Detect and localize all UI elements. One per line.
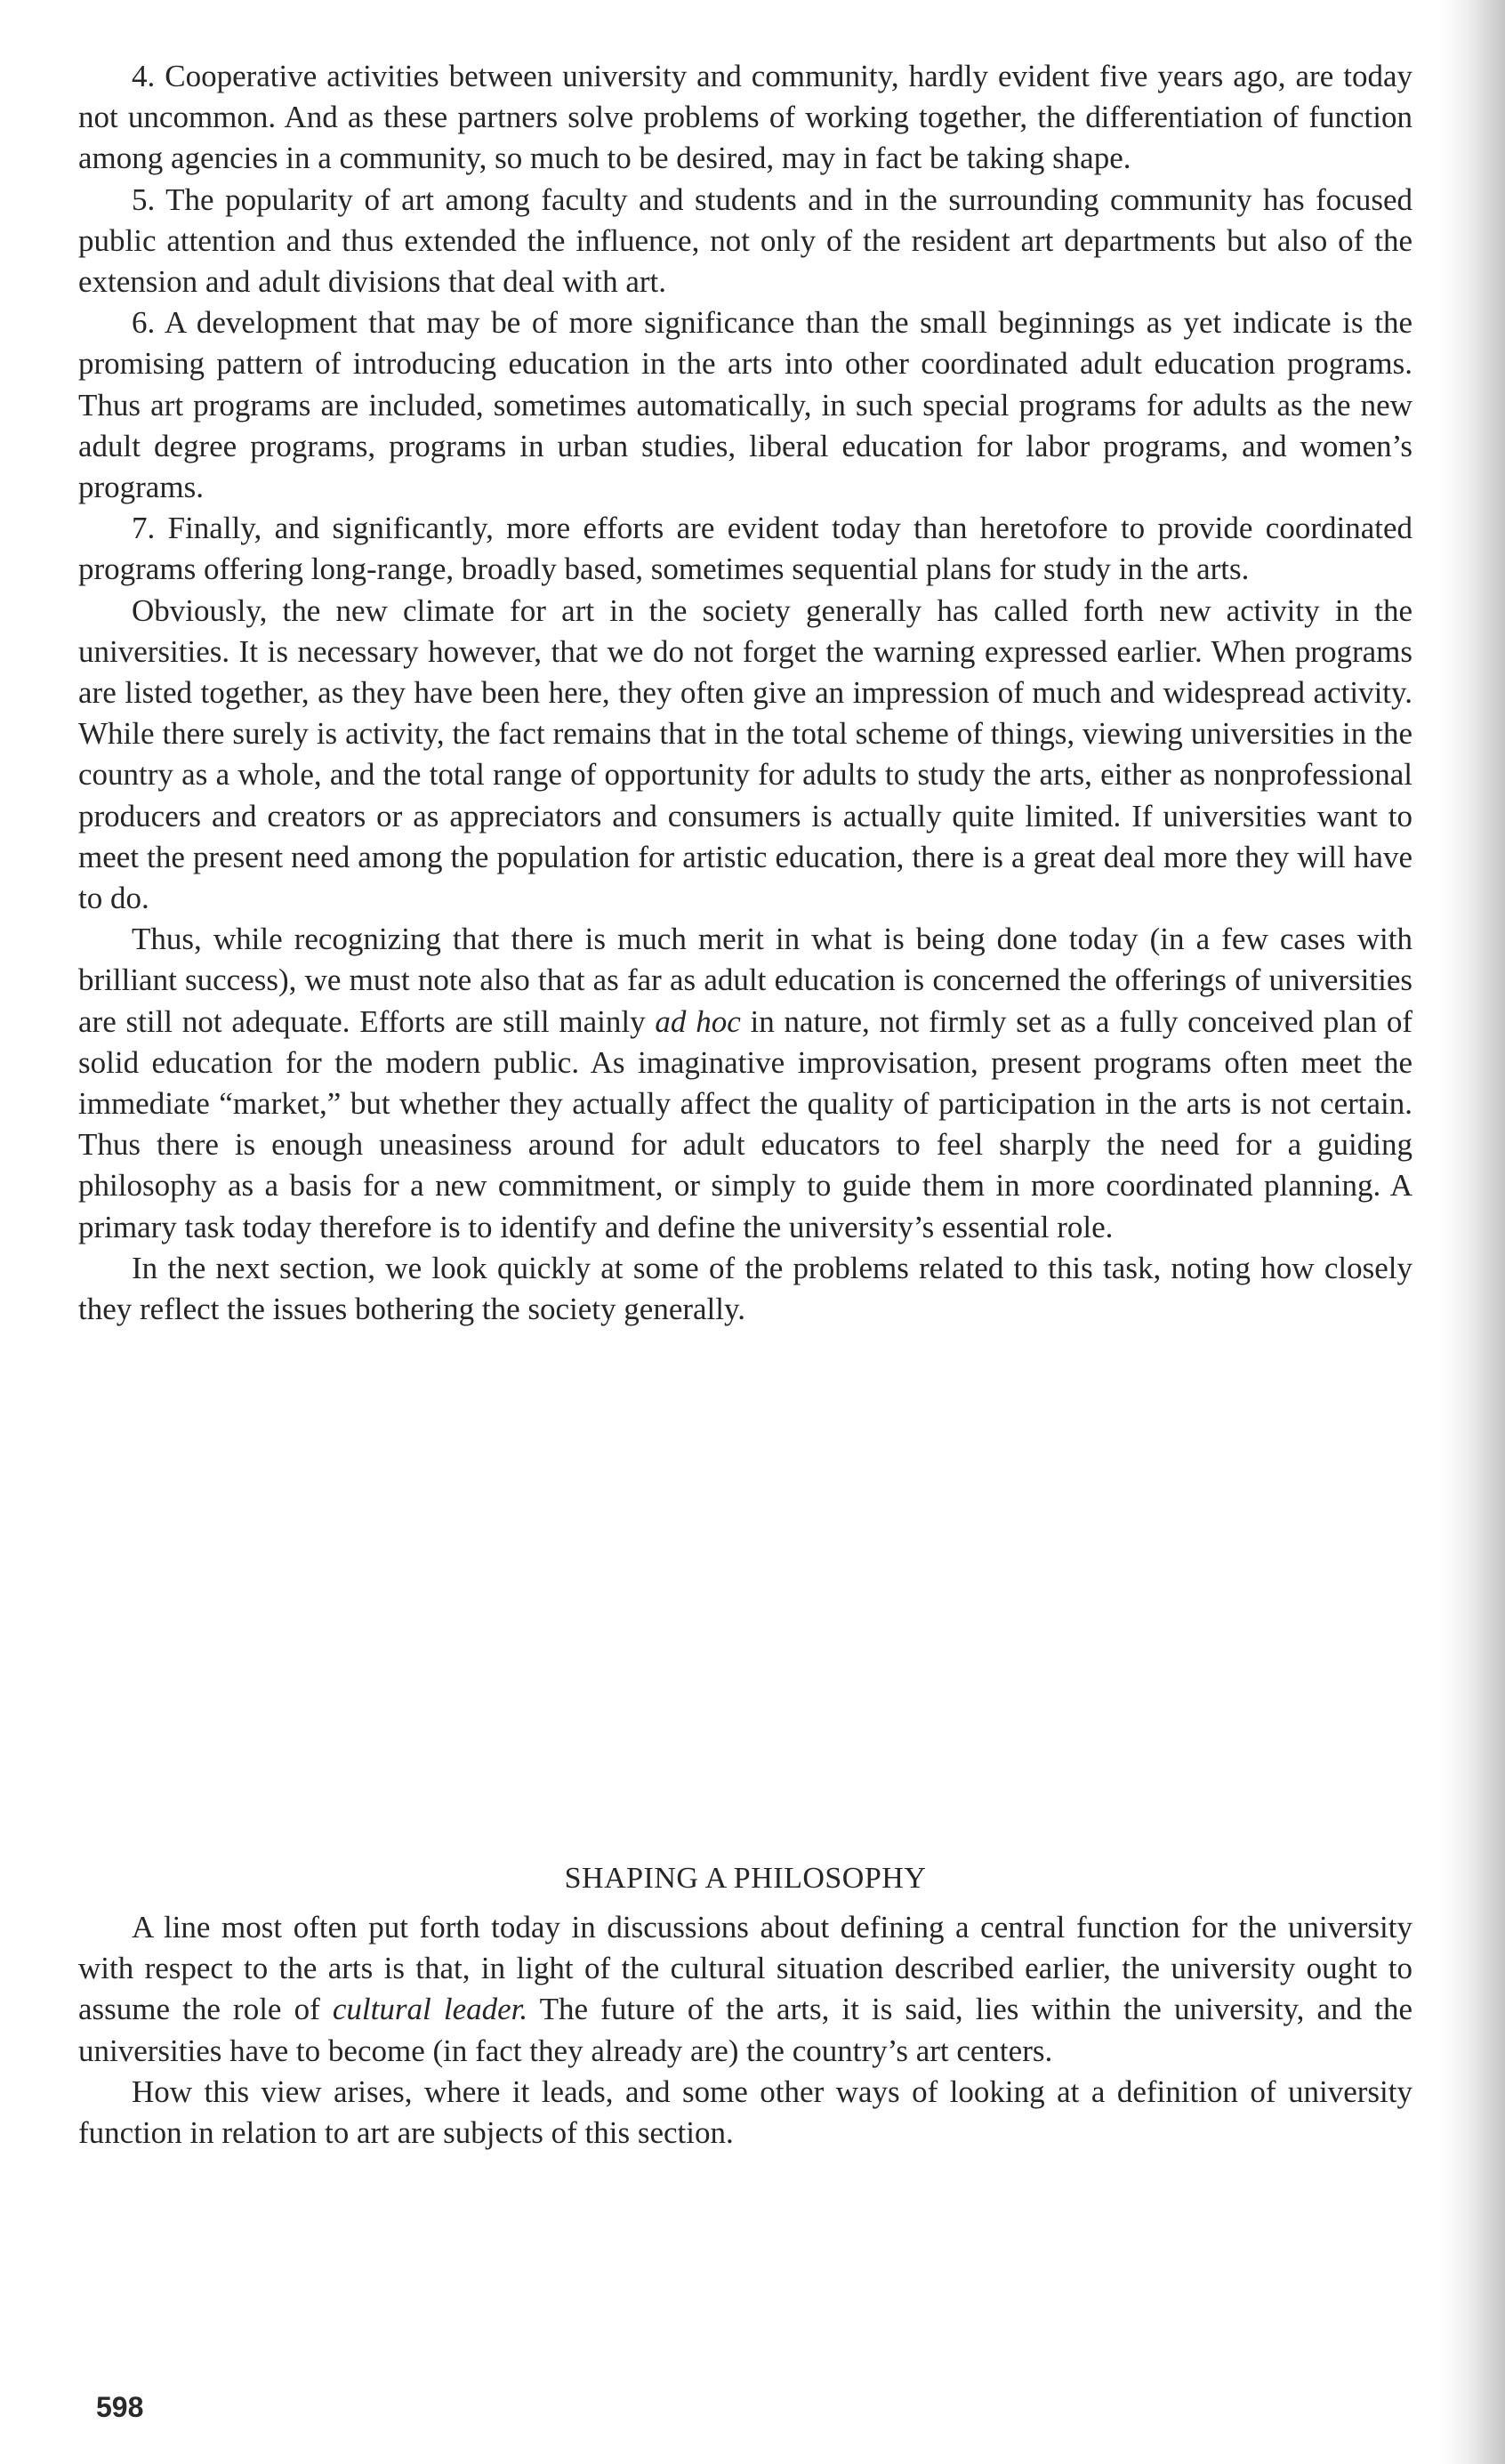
paragraph-item-4: 4. Cooperative activities between university and community, hardly evident five years ago, are today not uncommon. And as these partners solve problems of working together, the differentiation of function among agencies in a community, so much to be desired, may in fact be taking shape. xyxy=(78,59,1412,176)
paragraph-thus-italic: ad hoc xyxy=(655,1003,741,1039)
paragraph-next-section: In the next section, we look quickly at some of the problems related to this task, noting how closely they reflect the issues bothering the society generally. xyxy=(78,1250,1412,1327)
paragraph-item-6: 6. A development that may be of more significance than the small beginnings as yet indicate is the promising pattern of introducing education in the arts into other coordinated adult education programs. Thus art programs are included, sometimes automatically, in such special programs for adults as the new adult degree programs, programs in urban studies, liberal education for labor programs, and women’s programs. xyxy=(78,305,1412,505)
paragraph-thus-part1: Thus, while recognizing that there is much merit in what is being done today (in a few cases with brilliant success), we must note also that as far as adult education is concerned the offerings of universities are still not adequate. Efforts are still mainly xyxy=(78,922,1412,1039)
section-heading: SHAPING A PHILOSOPHY xyxy=(564,1862,927,1895)
body-text-bottom xyxy=(78,1907,1412,2154)
paragraph-line-part1: A line most often put forth today in discussions about defining a central function for the university with respect to the arts is that, in light of the cultural situation described earlier, the university ought to assume the role of xyxy=(78,1910,1412,2027)
paragraph-item-5: 5. The popularity of art among faculty and students and in the surrounding community has focused public attention and thus extended the influence, not only of the resident art departments but also of the extension and adult divisions that deal with art. xyxy=(78,181,1412,300)
paragraph-line-italic: cultural leader. xyxy=(332,1992,528,2027)
paragraph-how: How this view arises, where it leads, and some other ways of looking at a definition of university function in relation to art are subjects of this section. xyxy=(78,2073,1412,2151)
page-number: 598 xyxy=(96,2391,144,2423)
paragraph-line-part2: The future of the arts, it is said, lies within the university, and the universities have to become (in fact they already are) the country’s art centers. xyxy=(78,1992,1412,2068)
paragraph-line xyxy=(78,1907,1412,2072)
paragraph-thus-part2: in nature, not firmly set as a fully conceived plan of solid education for the modern public. As imaginative improvisation, present programs often meet the immediate “market,” but whether they actually affect the quality of participation in the arts is not certain. Thus there is enough uneasiness around for adult educators to feel sharply the need for a guiding philosophy as a basis for a new commitment, or simply to guide them in more coordinated planning. A primary task today therefore is to identify and define the university’s essential role. xyxy=(78,1003,1412,1244)
body-text-top xyxy=(78,56,1412,1330)
paragraph-obviously: Obviously, the new climate for art in the society generally has called forth new activity in the universities. It is necessary however, that we do not forget the warning expressed earlier. When programs are listed together, as they have been here, they often give an impression of much and widespread activity. While there surely is activity, the fact remains that in the total scheme of things, viewing universities in the country as a whole, and the total range of opportunity for adults to study the arts, either as nonprofessional producers and creators or as appreciators and consumers is actually quite limited. If universities want to meet the present need among the population for artistic education, there is a great deal more they will have to do. xyxy=(78,592,1412,916)
paragraph-item-7: 7. Finally, and significantly, more efforts are evident today than heretofore to provide coordinated programs offering long-range, broadly based, sometimes sequential plans for study in the arts. xyxy=(78,511,1412,587)
paragraph-thus xyxy=(78,919,1412,1248)
